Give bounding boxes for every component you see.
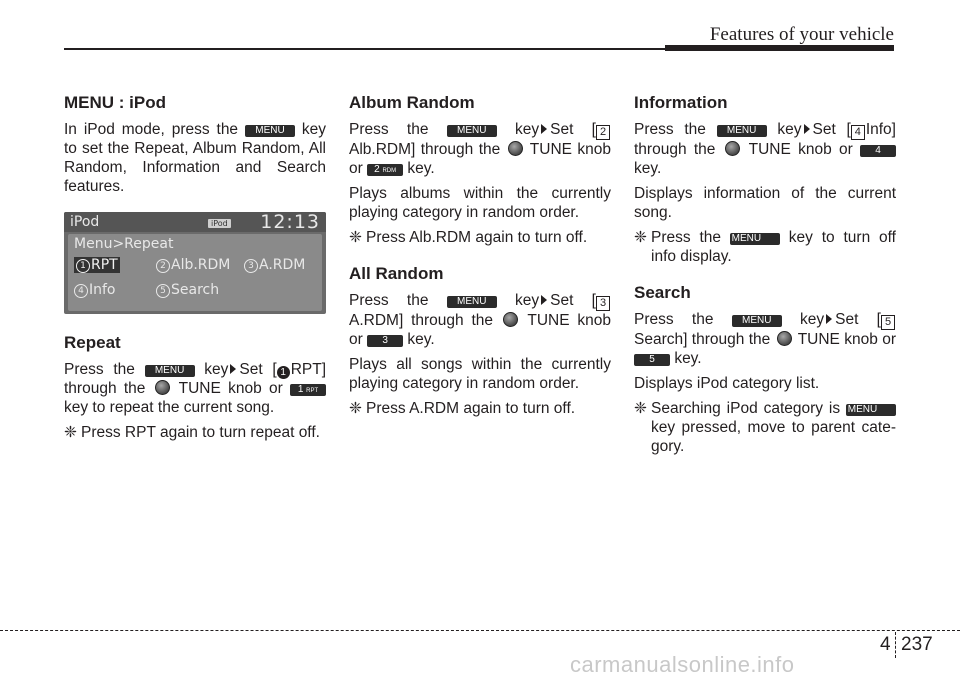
circled-one-icon: 1 [277,366,290,379]
search-description: Displays iPod category list. [634,375,820,392]
album-random-paragraph: Press the MENU key Set [ 2 Alb.RDM] through the TUNE knob or 2 RDM key. [349,121,611,177]
tune-knob-icon [508,141,523,156]
section-heading-information: Information [634,93,728,112]
arrow-right-icon [541,124,547,134]
page-number-separator [895,632,897,658]
section-heading-repeat: Repeat [64,333,121,352]
lcd-item-rpt[interactable]: 1 RPT [74,257,120,273]
column-right [634,92,896,462]
menu-key-icon: MENU [145,365,195,377]
section-heading-album-random: Album Random [349,93,475,112]
album-random-note: ❈ Press Alb.RDM again to turn off. [349,229,588,246]
header-title: Features of your vehicle [709,24,894,45]
menu-key-icon: MENU [447,125,497,137]
all-random-note: ❈ Press A.RDM again to turn off. [349,400,576,417]
chapter-number: 4 [880,634,891,655]
menu-key-icon: MENU [730,233,780,245]
boxed-three-icon: 3 [596,296,610,311]
tune-knob-icon [155,380,170,395]
section-heading-search: Search [634,283,691,302]
boxed-four-icon: 4 [851,125,865,140]
menu-ipod-paragraph: In iPod mode, press the MENU key to set the Repeat, Album Random, All Random, Information and Search features. [64,121,326,195]
lcd-item-alb-rdm[interactable]: 2 Alb.RDM [156,257,230,273]
information-paragraph: Press the MENU key Set [ 4 Info] through the TUNE knob or 4 key. [634,121,896,177]
tune-knob-icon [725,141,740,156]
arrow-right-icon [804,124,810,134]
column-left [64,92,326,448]
section-heading-menu-ipod: MENU : iPod [64,93,166,112]
lcd-item-search[interactable]: 5 Search [156,282,219,298]
rdm-key-icon: 2 RDM [367,164,403,176]
lcd-item-a-rdm[interactable]: 3 A.RDM [244,257,305,273]
menu-key-icon: MENU [245,125,295,137]
key-5-icon: 5 [634,354,670,366]
all-random-paragraph: Press the MENU key Set [ 3 A.RDM] through the TUNE knob or 3 key. [349,292,611,348]
column-middle [349,92,611,424]
boxed-two-icon: 2 [596,125,610,140]
tune-knob-icon [777,331,792,346]
lcd-source-label: iPod [70,214,100,230]
information-description: Displays information of the current song. [634,185,896,221]
ipod-lcd-display [64,212,326,314]
section-heading-all-random: All Random [349,264,444,283]
rpt-key-icon: 1 RPT [290,384,326,396]
header-rule-accent [665,45,894,51]
lcd-menu-path: Menu>Repeat [74,236,174,252]
repeat-paragraph: Press the MENU key Set [ 1 RPT] through the TUNE knob or 1 RPT key to repeat the current song. [64,361,326,416]
menu-key-icon: MENU [717,125,767,137]
tune-knob-icon [503,312,518,327]
search-paragraph: Press the MENU key Set [ 5 Search] through the TUNE knob or 5 key. [634,311,896,367]
arrow-right-icon [230,364,236,374]
arrow-right-icon [541,295,547,305]
menu-key-icon: MENU [447,296,497,308]
menu-key-icon: MENU [846,404,896,416]
search-note: ❈ Searching iPod category is MENU key pressed, move to parent cate-gory. [634,400,896,455]
watermark: carmanualsonline.info [570,652,795,677]
lcd-clock: 12:13 [260,212,320,233]
footer-rule [0,630,960,631]
key-4-icon: 4 [860,145,896,157]
arrow-right-icon [826,314,832,324]
lcd-ipod-badge: iPod [208,219,231,228]
key-3-icon: 3 [367,335,403,347]
all-random-description: Plays all songs within the currently playing category in random order. [349,356,611,392]
menu-key-icon: MENU [732,315,782,327]
page-number: 237 [901,634,933,655]
lcd-item-info[interactable]: 4 Info [74,282,116,298]
boxed-five-icon: 5 [881,315,895,330]
information-note: ❈ Press the MENU key to turn off info display. [634,229,896,265]
album-random-description: Plays albums within the currently playing category in random order. [349,185,611,221]
repeat-note: ❈ Press RPT again to turn repeat off. [64,424,320,441]
